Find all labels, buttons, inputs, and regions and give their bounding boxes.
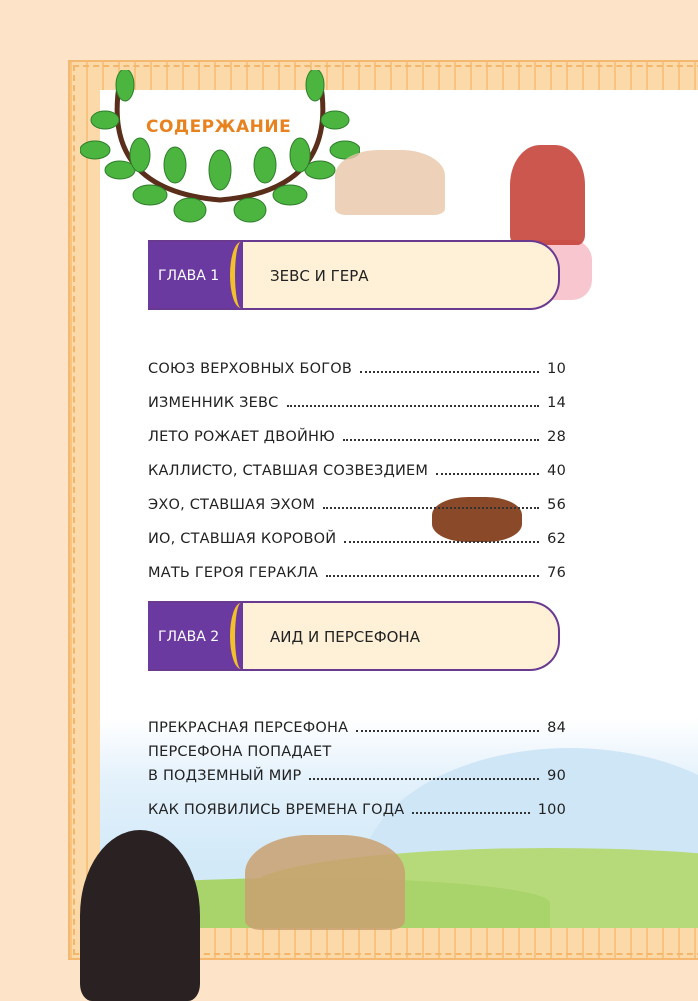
toc-entry[interactable]: КАК ПОЯВИЛИСЬ ВРЕМЕНА ГОДА 100 bbox=[148, 802, 566, 818]
toc-entry[interactable]: ПЕРСЕФОНА ПОПАДАЕТ В ПОДЗЕМНЫЙ МИР 90 bbox=[148, 744, 566, 784]
toc-entry[interactable]: СОЮЗ ВЕРХОВНЫХ БОГОВ 10 bbox=[148, 361, 566, 377]
toc-entry[interactable]: КАЛЛИСТО, СТАВШАЯ СОЗВЕЗДИЕМ 40 bbox=[148, 463, 566, 479]
chapter-label: ГЛАВА 1 bbox=[158, 268, 220, 284]
toc-entry[interactable]: ЛЕТО РОЖАЕТ ДВОЙНЮ 28 bbox=[148, 429, 566, 445]
laurel-wreath-icon bbox=[80, 70, 360, 230]
page-title: СОДЕРЖАНИЕ bbox=[146, 117, 292, 137]
toc-entry[interactable]: ИО, СТАВШАЯ КОРОВОЙ 62 bbox=[148, 531, 566, 547]
hades-persephone-illustration bbox=[245, 835, 405, 930]
zeus-hera-illustration bbox=[510, 145, 585, 245]
chapter-1-header bbox=[148, 240, 560, 310]
chapter-title: ЗЕВС И ГЕРА bbox=[270, 267, 369, 285]
chapter-2-entries bbox=[148, 702, 566, 818]
toc-entry[interactable]: ПРЕКРАСНАЯ ПЕРСЕФОНА 84 bbox=[148, 720, 566, 736]
chapter-1-entries bbox=[148, 343, 566, 581]
nymph-illustration bbox=[80, 830, 200, 1001]
goddesses-illustration bbox=[335, 150, 445, 215]
toc-entry[interactable]: ЭХО, СТАВШАЯ ЭХОМ 56 bbox=[148, 497, 566, 513]
toc-entry[interactable]: ИЗМЕННИК ЗЕВС 14 bbox=[148, 395, 566, 411]
toc-entry[interactable]: МАТЬ ГЕРОЯ ГЕРАКЛА 76 bbox=[148, 565, 566, 581]
chapter-label: ГЛАВА 2 bbox=[158, 629, 220, 645]
chapter-title: АИД И ПЕРСЕФОНА bbox=[270, 628, 420, 646]
chapter-2-header bbox=[148, 601, 560, 671]
